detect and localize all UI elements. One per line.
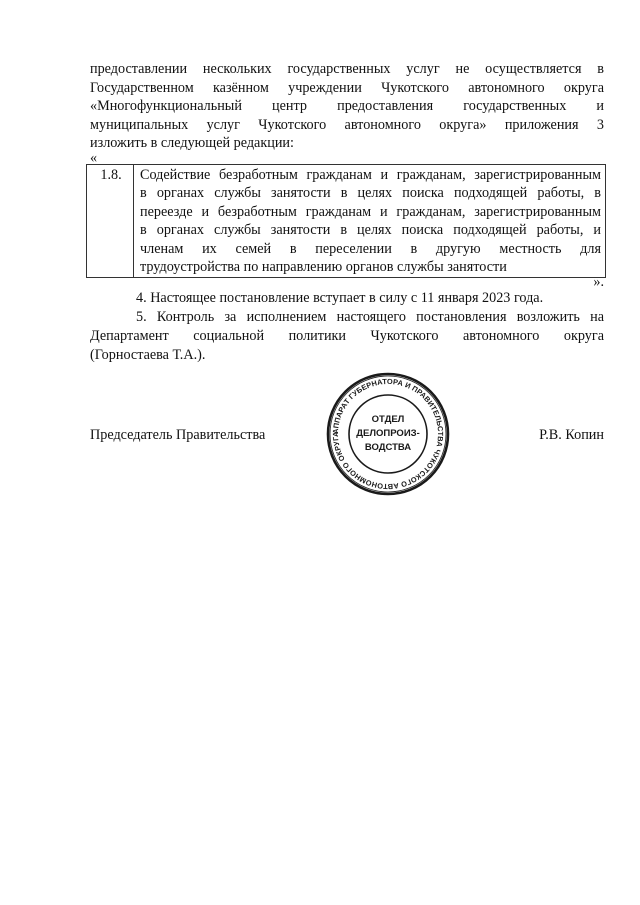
description-line: в органах службы занятости в целях поиска подходящей работы, и [140,222,601,239]
paragraph-5-line: (Горностаева Т.А.). [90,346,206,363]
opening-quote: « [90,150,98,166]
intro-paragraph [90,60,604,153]
signatory-position: Председатель Правительства [90,427,266,443]
stamp-ring-text: АППАРАТ ГУБЕРНАТОРА И ПРАВИТЕЛЬСТВА ЧУКОТСКОГО АВТОНОМНОГО ОКРУГА [330,376,446,492]
table-row [87,165,606,278]
stamp-center-line: ВОДСТВА [364,442,412,453]
intro-line: изложить в следующей редакции: [90,135,294,152]
paragraph-4: 4. Настоящее постановление вступает в силу с 11 января 2023 года. [136,290,544,306]
service-table [86,164,606,278]
description-line: трудоустройства по направлению органов службы занятости [140,259,507,276]
paragraph-5-line: 5. Контроль за исполнением настоящего постановления возложить на [136,309,604,325]
description-line: в органах службы занятости в целях поиска подходящей работы, в [140,185,601,202]
row-description [134,165,606,278]
paragraph-5-line: Департамент социальной политики Чукотского автономного округа [90,327,604,344]
row-number: 1.8. [87,165,134,278]
intro-line: предоставлении нескольких государственных услуг не осуществляется в [90,61,604,77]
stamp-center-line: ДЕЛОПРОИЗ- [356,428,420,439]
signatory-name: Р.В. Копин [539,427,604,443]
stamp-center-line: ОТДЕЛ [371,414,405,425]
description-line: переезде и безработным гражданам и гражданам, зарегистрированным [140,203,601,220]
paragraph-5 [90,308,604,364]
official-stamp [326,372,450,496]
intro-line: Государственном казённом учреждении Чукотского автономного округа [90,79,604,96]
intro-line: «Многофункциональный центр предоставления государственных и [90,98,604,115]
closing-quote: ». [593,274,604,290]
intro-line: муниципальных услуг Чукотского автономного округа» приложения 3 [90,116,604,133]
description-line: членам их семей в переселении в другую местность для [140,240,601,257]
description-line: Содействие безработным гражданам и гражданам, зарегистрированным [140,167,601,183]
